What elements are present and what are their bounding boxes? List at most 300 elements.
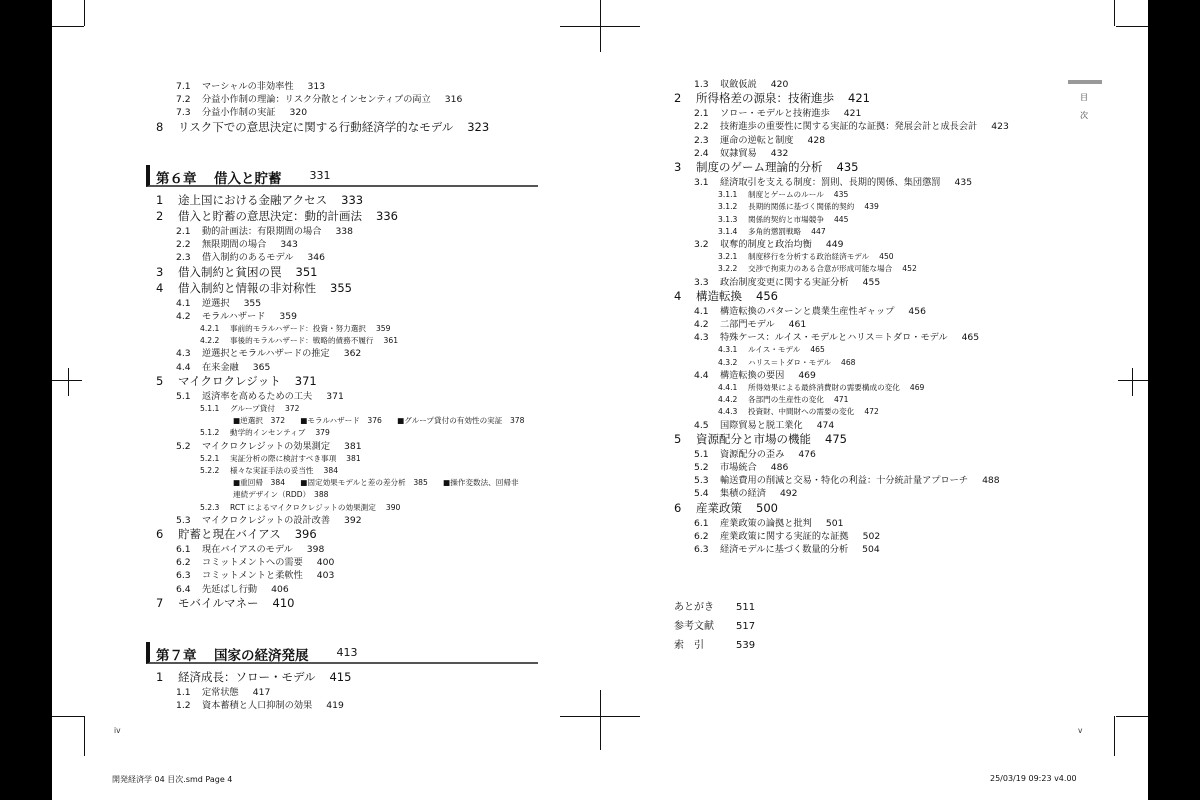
toc-entry-number: 4.1 — [176, 297, 191, 309]
toc-entry-title: マイクロクレジット — [178, 373, 281, 388]
crop-mark — [1114, 0, 1115, 26]
toc-entry-number: 1 — [156, 193, 164, 207]
toc-entry-title: 経済モデルに基づく数量的分析 — [720, 544, 849, 555]
toc-entry-title: 交渉で拘束力のある合意が形成可能な場合 — [748, 264, 893, 274]
toc-entry[interactable] — [176, 701, 344, 710]
toc-entry-page: 392 — [344, 514, 362, 526]
toc-entry-title: 実証分析の際に検討すべき事項 — [230, 453, 337, 463]
side-label-2: 次 — [1080, 111, 1088, 120]
toc-entry-number: 6 — [156, 527, 164, 541]
toc-entry-page: 390 — [385, 502, 401, 512]
toc-entry-number: 4 — [674, 288, 682, 303]
toc-entry[interactable] — [176, 585, 289, 594]
toc-entry[interactable] — [233, 479, 519, 487]
toc-entry-title: RCT によるマイクロクレジットの効果測定 — [230, 502, 376, 512]
chapter-title: 借入と貯蓄 — [214, 171, 282, 187]
backmatter-entry[interactable] — [674, 603, 755, 613]
toc-entry[interactable] — [176, 442, 362, 451]
backmatter-entry[interactable] — [674, 622, 755, 632]
toc-entry[interactable] — [718, 191, 848, 199]
toc-entry-title: 経済成長：ソロー・モデル — [178, 670, 316, 684]
toc-entry-page: 406 — [271, 583, 289, 595]
toc-entry-title: 構造転換の要因 — [720, 369, 785, 381]
toc-entry-number: 3.2.1 — [718, 252, 738, 262]
toc-entry[interactable] — [176, 392, 344, 401]
toc-entry-page: 447 — [811, 226, 826, 236]
toc-entry-number: 5.1.2 — [200, 428, 220, 438]
toc-entry-number: 4.4.1 — [718, 383, 738, 392]
toc-entry-number: 3.2 — [694, 239, 709, 250]
toc-entry-title: 輸送費用の削減と交易・特化の利益：十分統計量アプローチ — [720, 475, 969, 487]
toc-entry-page: 449 — [825, 239, 844, 250]
toc-entry[interactable] — [176, 349, 361, 358]
toc-entry-page: 421 — [848, 91, 870, 106]
toc-entry[interactable] — [694, 136, 825, 145]
toc-entry[interactable] — [176, 688, 270, 697]
toc-entry-title: 運命の逆転と制度 — [720, 134, 794, 146]
toc-entry-title: コミットメントへの需要 — [202, 557, 303, 569]
toc-entry[interactable] — [674, 162, 858, 174]
toc-entry[interactable] — [694, 149, 788, 158]
toc-entry[interactable] — [694, 545, 880, 554]
toc-entry[interactable] — [718, 216, 848, 224]
toc-entry[interactable] — [694, 371, 816, 380]
toc-entry-number: 3 — [674, 160, 682, 174]
toc-entry[interactable] — [694, 278, 880, 287]
toc-entry-page: 410 — [272, 595, 295, 610]
toc-entry[interactable] — [176, 545, 324, 554]
toc-entry-title: 事前的モラルハザード：投資・努力選択 — [230, 324, 366, 333]
toc-entry[interactable] — [176, 253, 325, 262]
crop-mark — [1132, 368, 1133, 396]
toc-entry-number: 3 — [156, 264, 164, 279]
toc-entry-title: 市場統合 — [720, 462, 757, 473]
toc-entry-title: 奴隷貿易 — [720, 147, 757, 159]
toc-entry[interactable] — [694, 320, 806, 329]
toc-entry-number: 1.2 — [176, 700, 191, 712]
toc-entry[interactable] — [200, 455, 361, 463]
toc-entry[interactable] — [694, 463, 788, 472]
left-folio: iv — [114, 726, 121, 735]
right-folio: v — [1078, 726, 1083, 735]
toc-entry-page: 456 — [756, 288, 778, 303]
toc-entry-number: 8 — [156, 119, 164, 134]
toc-entry-title: 分益小作制の実証 — [202, 107, 276, 119]
toc-entry-page: 400 — [316, 557, 335, 569]
toc-entry-title: ルイス・モデル — [748, 345, 801, 355]
backmatter-entry[interactable] — [674, 641, 755, 651]
toc-entry-title: 事後的モラルハザード：戦略的債務不履行 — [230, 336, 374, 346]
crop-mark — [1116, 716, 1148, 717]
toc-entry-number: 6.4 — [176, 583, 191, 595]
toc-entry-title: 投資財、中間財への需要の変化 — [748, 407, 855, 417]
toc-entry-page: 420 — [770, 79, 789, 90]
toc-entry-number: 4.2 — [694, 319, 709, 330]
toc-entry[interactable] — [694, 519, 843, 528]
toc-entry-title: 産業政策の論拠と批判 — [720, 517, 812, 529]
toc-entry-number: 6.1 — [176, 544, 191, 555]
toc-entry[interactable] — [156, 195, 363, 207]
toc-entry[interactable] — [674, 500, 778, 515]
toc-entry-number: 5.1 — [176, 390, 191, 402]
toc-entry[interactable] — [674, 93, 870, 105]
toc-entry-page: 465 — [810, 345, 825, 355]
toc-entry[interactable] — [718, 384, 924, 392]
crop-mark — [1114, 716, 1115, 756]
toc-entry[interactable] — [156, 264, 318, 279]
toc-entry[interactable] — [674, 431, 847, 446]
toc-entry-page: 468 — [841, 357, 856, 367]
toc-entry[interactable] — [694, 450, 816, 459]
toc-entry-page: 379 — [315, 428, 330, 438]
toc-entry-page: 421 — [843, 108, 862, 120]
toc-entry-page: 419 — [326, 700, 344, 712]
toc-entry-title: 借入制約のあるモデル — [202, 252, 294, 264]
toc-entry-number: 5.1 — [694, 448, 709, 460]
toc-entry-page: 469 — [798, 369, 816, 381]
chapter-heading[interactable] — [146, 642, 538, 664]
toc-entry-page: 361 — [383, 336, 399, 346]
side-label-1: 目 — [1080, 93, 1088, 102]
toc-entry-title: 集積の経済 — [720, 488, 766, 500]
toc-entry-page: 504 — [862, 544, 880, 555]
crop-mark — [1116, 26, 1148, 27]
toc-entry-page: 450 — [879, 252, 894, 262]
toc-entry-number: 1.3 — [694, 79, 709, 90]
toc-entry[interactable] — [156, 119, 490, 134]
chapter-heading[interactable] — [146, 165, 538, 187]
toc-entry-number: 2.3 — [694, 134, 709, 146]
toc-entry-number: 2.2 — [176, 239, 191, 251]
toc-entry[interactable] — [694, 489, 797, 498]
toc-entry-page: 371 — [326, 390, 344, 402]
chapter-number: 第７章 — [156, 648, 197, 664]
toc-entry[interactable] — [718, 396, 848, 404]
toc-entry-page: 500 — [756, 500, 778, 515]
toc-entry-page: 336 — [376, 209, 398, 223]
toc-entry[interactable] — [694, 333, 979, 342]
toc-entry-title: 動的計画法：有限期間の場合 — [202, 226, 322, 237]
section-tab-mark — [1068, 80, 1102, 84]
toc-entry-title: 動学的インセンティブ — [230, 428, 306, 438]
toc-entry-title: マイクロクレジットの設計改善 — [202, 514, 331, 526]
toc-entry-page: 435 — [954, 177, 973, 188]
toc-entry-number: 4.4.2 — [718, 395, 738, 405]
toc-entry-number: 4.2.2 — [200, 336, 220, 346]
toc-entry-number: 5.3 — [694, 475, 709, 487]
toc-entry-title: 逆選択 — [202, 297, 230, 309]
toc-entry[interactable] — [674, 288, 778, 303]
toc-entry[interactable] — [176, 558, 334, 567]
toc-entry-number: 3.1.4 — [718, 226, 738, 236]
toc-entry[interactable] — [156, 211, 398, 223]
toc-entry-number: 4.5 — [694, 419, 709, 431]
backmatter-page: 517 — [736, 621, 756, 632]
toc-entry-number: 4.2 — [176, 310, 191, 322]
toc-entry-title: 多角的懲罰戦略 — [748, 226, 802, 236]
toc-entry-number: 3.3 — [694, 276, 709, 288]
toc-entry-title: 収斂仮説 — [720, 79, 757, 90]
toc-entry-page: 417 — [252, 687, 271, 698]
toc-entry-page: 423 — [991, 121, 1009, 133]
toc-entry-title: ■逆選択 372 ■モラルハザード 376 ■グループ貸付の有効性の実証 378 — [233, 416, 525, 426]
toc-entry-title: 産業政策 — [696, 500, 742, 515]
toc-entry-title: 経済取引を支える制度：罰則、長期的関係、集団懲罰 — [720, 177, 941, 188]
toc-entry[interactable] — [694, 240, 843, 249]
toc-entry-page: 381 — [346, 453, 361, 463]
toc-entry[interactable] — [156, 595, 295, 610]
toc-entry[interactable] — [176, 240, 298, 249]
toc-entry-title: 政治制度変更に関する実証分析 — [720, 276, 849, 288]
chapter-title: 国家の経済発展 — [214, 648, 309, 664]
toc-entry-title: 技術進歩の重要性に関する実証的な証拠：発展会計と成長会計 — [720, 121, 978, 133]
toc-entry-page: 432 — [770, 147, 789, 159]
toc-entry-page: 474 — [816, 419, 835, 431]
toc-entry-number: 3.1.2 — [718, 202, 738, 212]
toc-entry-page: 316 — [444, 94, 463, 106]
toc-entry-number: 2.3 — [176, 252, 191, 264]
chapter-page: 331 — [309, 169, 331, 182]
toc-entry[interactable] — [200, 337, 398, 345]
toc-entry[interactable] — [718, 265, 917, 273]
toc-entry-number: 6 — [674, 500, 682, 515]
toc-entry-number: 5.2.3 — [200, 502, 220, 512]
toc-entry-page: 486 — [770, 462, 789, 473]
toc-entry-number: 6.2 — [694, 530, 709, 542]
toc-entry-number: 6.3 — [176, 570, 191, 582]
toc-entry-page: 428 — [807, 134, 826, 146]
toc-entry-number: 4.4 — [694, 369, 709, 381]
toc-entry-title: ■重回帰 384 ■固定効果モデルと差の差分析 385 ■操作変数法、回帰非 — [233, 478, 519, 488]
toc-entry-title: 様々な実証手法の妥当性 — [230, 466, 314, 475]
crop-mark — [600, 690, 601, 750]
toc-entry[interactable] — [718, 228, 826, 236]
toc-entry-number: 5.4 — [694, 488, 709, 500]
toc-entry-page: 371 — [294, 373, 317, 388]
toc-entry-number: 4.3 — [694, 332, 709, 344]
toc-entry-page: 351 — [295, 264, 318, 279]
toc-entry[interactable] — [176, 312, 297, 321]
toc-entry-page: 313 — [307, 81, 326, 92]
toc-entry-number: 4.3.2 — [718, 357, 738, 367]
toc-entry-number: 6.3 — [694, 544, 709, 555]
toc-entry-number: 6.1 — [694, 517, 709, 529]
toc-entry-title: 構造転換 — [696, 288, 742, 303]
toc-entry-page: 362 — [343, 348, 362, 360]
toc-entry[interactable] — [694, 307, 926, 316]
toc-entry-page: 469 — [909, 383, 925, 392]
crop-mark — [68, 368, 69, 396]
toc-entry[interactable] — [694, 476, 1000, 485]
toc-entry-title: ソロー・モデルと技術進歩 — [720, 108, 830, 120]
toc-entry[interactable] — [200, 325, 390, 333]
crop-mark — [84, 0, 85, 26]
toc-entry-title: マイクロクレジットの効果測定 — [202, 440, 331, 452]
toc-entry[interactable] — [694, 421, 834, 430]
toc-entry-page: 372 — [284, 404, 300, 413]
toc-entry-title: 制度移行を分析する政治経済モデル — [748, 252, 870, 262]
toc-entry-page: 475 — [825, 431, 847, 446]
toc-entry-number: 2.1 — [694, 108, 709, 120]
toc-entry-page: 396 — [294, 527, 317, 541]
toc-entry-number: 7.1 — [176, 81, 191, 92]
toc-entry-title: 制度とゲームのルール — [748, 190, 824, 200]
toc-entry-page: 403 — [316, 570, 335, 582]
toc-entry-page: 338 — [335, 226, 353, 237]
toc-entry[interactable] — [176, 571, 334, 580]
toc-entry[interactable] — [200, 405, 299, 413]
toc-entry-title: 資本蓄積と人口抑制の効果 — [202, 700, 313, 712]
toc-entry-number: 4.2.1 — [200, 324, 220, 333]
toc-entry-title: 分益小作制の理論：リスク分散とインセンティブの両立 — [202, 94, 431, 106]
toc-entry[interactable] — [200, 467, 338, 475]
toc-entry-number: 4.4 — [176, 361, 191, 373]
toc-entry-page: 320 — [289, 107, 308, 119]
toc-entry[interactable] — [718, 253, 894, 261]
toc-entry-number: 5 — [156, 373, 164, 388]
chapter-page: 413 — [336, 646, 358, 659]
toc-entry-title: 借入制約と貧困の罠 — [178, 264, 282, 279]
toc-entry-number: 1.1 — [176, 687, 191, 698]
toc-entry-page: 381 — [344, 440, 362, 452]
toc-entry-page: 398 — [306, 544, 325, 555]
toc-entry-title: リスク下での意思決定に関する行動経済学的なモデル — [178, 119, 454, 134]
toc-entry[interactable] — [176, 299, 261, 308]
crop-mark — [600, 0, 601, 52]
toc-entry-number: 3.1.3 — [718, 214, 738, 224]
toc-entry-title: 先延ばし行動 — [202, 583, 258, 595]
toc-entry[interactable] — [718, 203, 879, 211]
toc-entry[interactable] — [176, 363, 270, 372]
toc-entry-title: 途上国における金融アクセス — [178, 193, 328, 207]
toc-entry-page: 472 — [864, 407, 879, 417]
toc-entry[interactable] — [200, 429, 330, 437]
toc-entry-title: 現在バイアスのモデル — [202, 544, 293, 555]
toc-entry[interactable] — [156, 672, 351, 684]
toc-entry[interactable] — [176, 82, 325, 91]
toc-entry-title: 定常状態 — [202, 687, 239, 698]
toc-entry-number: 5.2.1 — [200, 453, 220, 463]
toc-entry-number: 5.3 — [176, 514, 191, 526]
toc-entry-number: 5.1.1 — [200, 404, 220, 413]
toc-entry[interactable] — [156, 280, 352, 295]
toc-entry-number: 3.2.2 — [718, 264, 738, 274]
toc-entry-number: 7.2 — [176, 94, 191, 106]
backmatter-title: 索 引 — [674, 640, 704, 651]
toc-entry[interactable] — [233, 417, 524, 425]
toc-entry-title: 産業政策に関する実証的な証拠 — [720, 530, 849, 542]
toc-entry-title: 貯蓄と現在バイアス — [178, 527, 281, 541]
toc-entry-page: 355 — [330, 280, 352, 295]
toc-entry-number: 1 — [156, 670, 164, 684]
toc-entry-title: 借入と貯蓄の意思決定：動的計画法 — [178, 209, 362, 223]
toc-entry-page: 359 — [279, 310, 297, 322]
toc-entry-page: 488 — [982, 475, 1000, 487]
toc-entry[interactable] — [718, 359, 856, 367]
toc-entry-title: 関係的契約と市場競争 — [748, 214, 824, 224]
toc-entry[interactable] — [694, 122, 1009, 131]
toc-entry-number: 4.3.1 — [718, 345, 738, 355]
toc-entry-title: 所得効果による最終消費財の需要構成の変化 — [748, 383, 900, 392]
toc-entry-title: 特殊ケース：ルイス・モデルとハリス＝トダロ・モデル — [720, 332, 948, 344]
toc-entry-title: コミットメントと柔軟性 — [202, 570, 303, 582]
toc-entry-page: 445 — [833, 214, 849, 224]
crop-mark — [52, 716, 84, 717]
toc-entry[interactable] — [176, 108, 307, 117]
toc-entry-page: 384 — [323, 466, 339, 475]
toc-entry-page: 346 — [307, 252, 325, 264]
toc-entry-number: 2 — [674, 91, 682, 106]
toc-entry-page: 501 — [825, 517, 844, 529]
toc-entry-title: 在来金融 — [202, 361, 239, 373]
toc-entry[interactable] — [718, 408, 879, 416]
toc-entry[interactable] — [200, 504, 400, 512]
toc-entry-page: 365 — [252, 361, 271, 373]
toc-entry-title: モバイルマネー — [178, 595, 259, 610]
toc-entry-number: 5 — [674, 431, 682, 446]
toc-entry[interactable] — [176, 95, 462, 104]
toc-entry-number: 4.1 — [694, 305, 709, 317]
toc-entry-page: 355 — [243, 297, 262, 309]
backmatter-page: 539 — [736, 640, 756, 651]
toc-entry-title: 制度のゲーム理論的分析 — [696, 160, 823, 174]
toc-entry-title: 収奪的制度と政治均衡 — [720, 239, 812, 250]
toc-entry-page: 492 — [779, 488, 798, 500]
crop-mark — [1118, 380, 1148, 381]
toc-entry-page: 359 — [375, 324, 391, 333]
toc-entry-title: 二部門モデル — [720, 319, 775, 330]
chapter-number: 第６章 — [156, 171, 197, 187]
toc-entry-page: 502 — [862, 530, 881, 542]
toc-entry-title: 長期的関係に基づく関係的契約 — [748, 202, 855, 212]
toc-entry-page: 343 — [280, 239, 298, 251]
toc-entry-page: 471 — [833, 395, 849, 405]
toc-entry-number: 4 — [156, 280, 164, 295]
toc-entry-title: モラルハザード — [202, 310, 266, 322]
toc-entry-number: 3.1.1 — [718, 190, 738, 200]
toc-entry-title: 連続デザイン（RDD） 388 — [233, 490, 329, 500]
toc-entry-page: 461 — [788, 319, 807, 330]
toc-entry-number: 7 — [156, 595, 164, 610]
toc-entry-number: 4.4.3 — [718, 407, 738, 417]
toc-entry[interactable] — [694, 178, 972, 187]
toc-entry-number: 4.3 — [176, 348, 191, 360]
toc-entry[interactable] — [176, 227, 353, 236]
toc-entry[interactable] — [718, 346, 825, 354]
toc-entry-title: ハリス＝トダロ・モデル — [748, 357, 831, 367]
backmatter-page: 511 — [736, 602, 756, 613]
crop-mark — [52, 26, 84, 27]
toc-entry[interactable] — [694, 532, 880, 541]
toc-entry[interactable] — [156, 529, 317, 541]
toc-entry-title: 借入制約と情報の非対称性 — [178, 280, 316, 295]
toc-entry[interactable] — [156, 373, 317, 388]
toc-entry-page: 465 — [961, 332, 980, 344]
toc-entry-title: 逆選択とモラルハザードの推定 — [202, 348, 330, 360]
crop-mark — [52, 380, 82, 381]
toc-entry[interactable] — [176, 516, 362, 525]
toc-entry-title: 無限期間の場合 — [202, 239, 267, 251]
toc-entry-page: 439 — [864, 202, 879, 212]
toc-entry-number: 3.1 — [694, 177, 709, 188]
toc-entry[interactable] — [694, 80, 788, 89]
toc-entry-title: 国際貿易と脱工業化 — [720, 419, 803, 431]
toc-entry-page: 415 — [329, 670, 352, 684]
crop-mark — [84, 716, 85, 756]
toc-entry-number: 7.3 — [176, 107, 191, 119]
toc-entry[interactable] — [233, 491, 328, 499]
toc-entry[interactable] — [694, 109, 861, 118]
